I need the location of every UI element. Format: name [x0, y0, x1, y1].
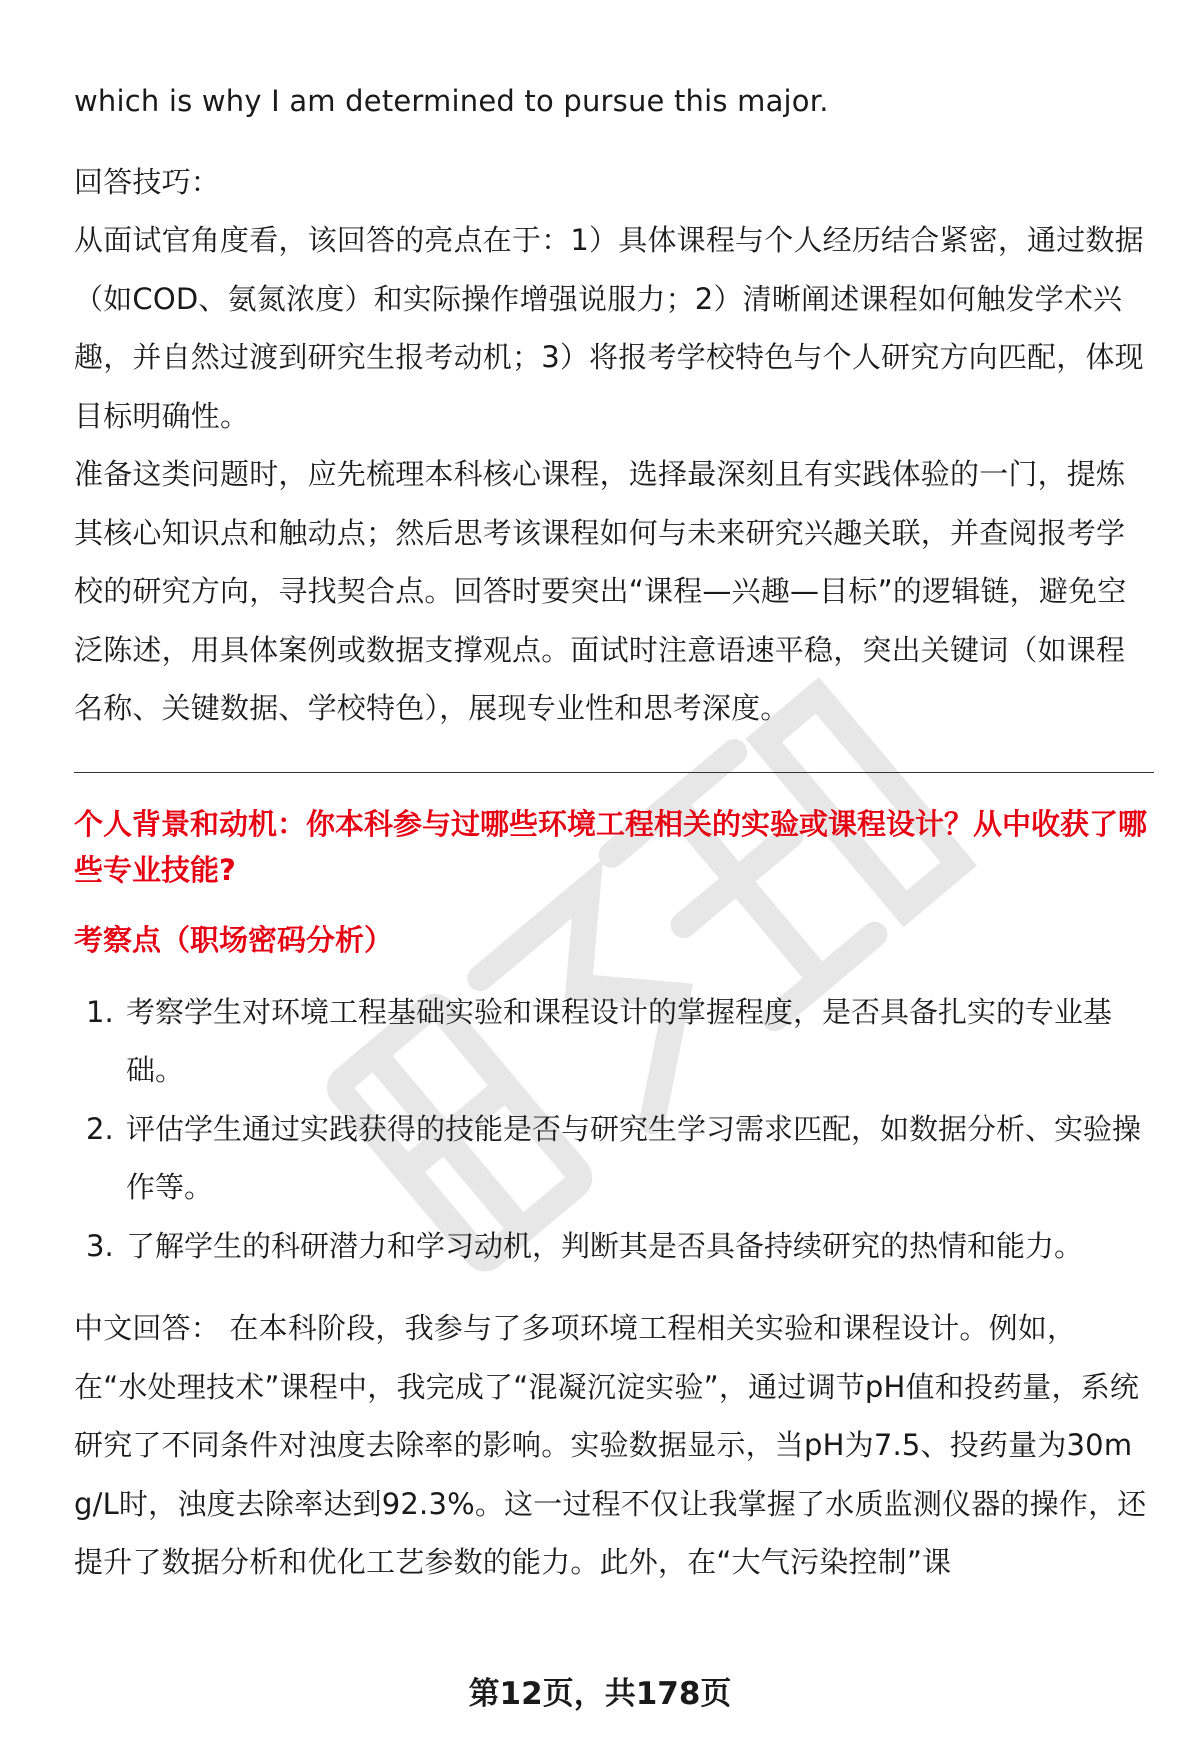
intro-line: which is why I am determined to pursue this major. [74, 84, 829, 118]
list-item [74, 1100, 1154, 1217]
answer-body: 在“水处理技术”课程中，我完成了“混凝沉淀实验”，通过调节pH值和投药量，系统研究了不同条件对浊度去除率的影响。实验数据显示，当pH为7.5、投药量为30mg/L时，浊度去除率达到92.3%。这一过程不仅让我掌握了水质监测仪器的操作，还提升了数据分析和优化工艺参数的能力。此外，在“大气污染控制”课 [74, 1369, 1147, 1579]
tips-paragraph-2: 准备这类问题时，应先梳理本科核心课程，选择最深刻且有实践体验的一门，提炼其核心知识点和触动点；然后思考该课程如何与未来研究兴趣关联，并查阅报考学校的研究方向，寻找契合点。回答时要突出“课程—兴趣—目标”的逻辑链，避免空泛陈述，用具体案例或数据支撑观点。面试时注意语速平稳，突出关键词（如课程名称、关键数据、学校特色），展现专业性和思考深度。 [74, 457, 1127, 725]
list-text: 考察学生对环境工程基础实验和课程设计的掌握程度，是否具备扎实的专业基础。 [126, 994, 1113, 1087]
list-number: 1. [86, 994, 114, 1029]
list-number: 2. [86, 1111, 114, 1146]
page-footer: 第12页，共178页 [468, 1676, 732, 1712]
question-heading: 个人背景和动机：你本科参与过哪些环境工程相关的实验或课程设计？从中收获了哪些专业技能? [74, 806, 1148, 887]
focus-list [74, 983, 1154, 1276]
section-divider [74, 772, 1154, 773]
list-number: 3. [86, 1228, 114, 1263]
content-column [74, 72, 1154, 1592]
list-item [74, 983, 1154, 1100]
tips-heading: 回答技巧： [74, 164, 221, 199]
focus-heading: 考察点（职场密码分析） [74, 922, 394, 957]
list-text: 了解学生的科研潜力和学习动机，判断其是否具备持续研究的热情和能力。 [126, 1228, 1084, 1263]
list-item [74, 1217, 1154, 1276]
tips-paragraph-1: 从面试官角度看，该回答的亮点在于：1）具体课程与个人经历结合紧密，通过数据（如COD、氨氮浓度）和实际操作增强说服力；2）清晰阐述课程如何触发学术兴趣，并自然过渡到研究生报考动机；3）将报考学校特色与个人研究方向匹配，体现目标明确性。 [74, 223, 1144, 433]
list-text: 评估学生通过实践获得的技能是否与研究生学习需求匹配，如数据分析、实验操作等。 [126, 1111, 1142, 1204]
answer-line-1: 中文回答： 在本科阶段，我参与了多项环境工程相关实验和课程设计。例如， [74, 1311, 1077, 1345]
